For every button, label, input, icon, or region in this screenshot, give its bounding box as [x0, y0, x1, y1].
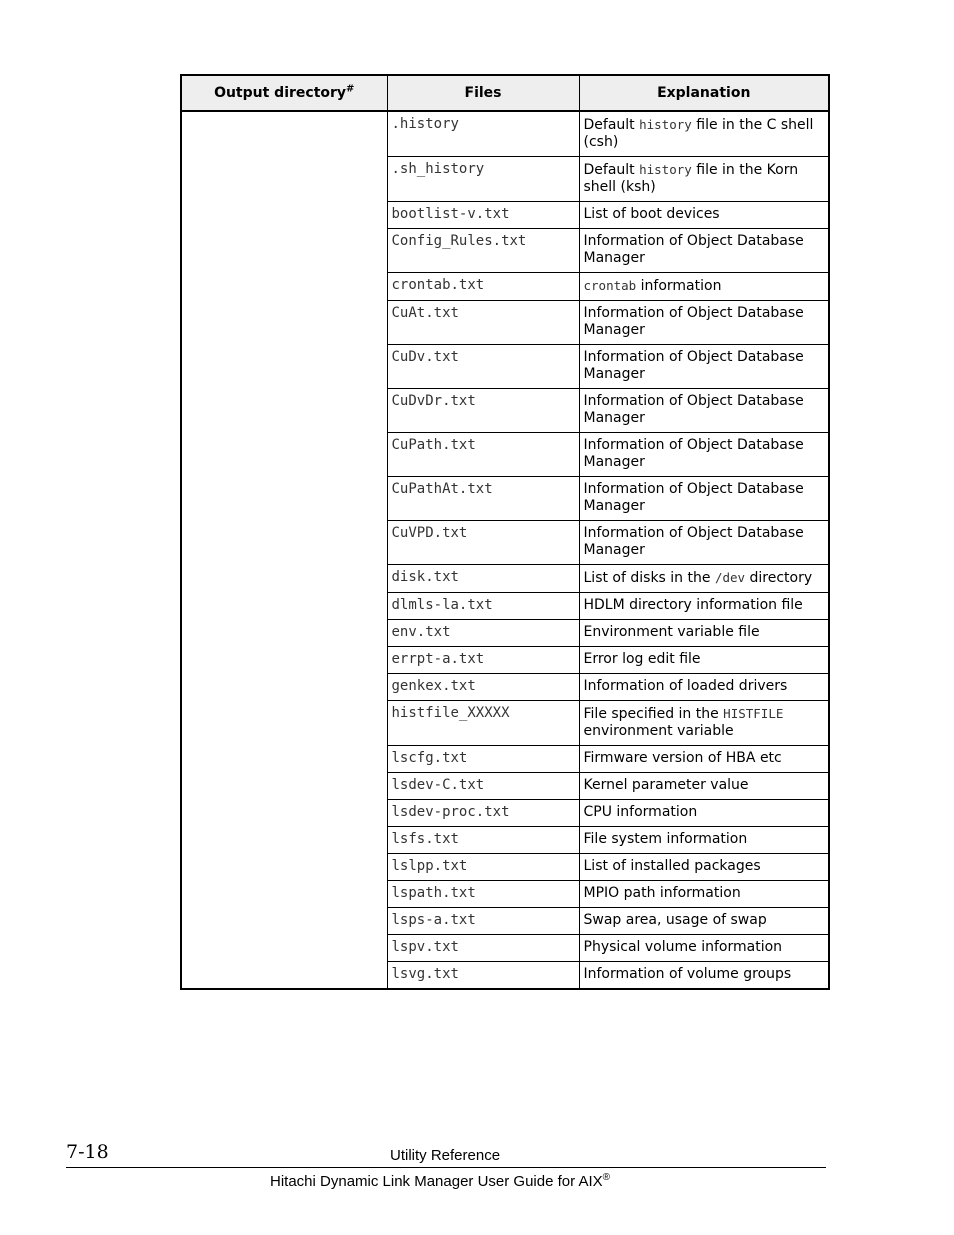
explanation-text: file in the C shell (csh) — [583, 117, 814, 150]
explanation-text: Information of Object Database Manager — [583, 305, 804, 338]
registered-mark: ® — [602, 1172, 611, 1183]
explanation-text: Information of Object Database Manager — [583, 349, 804, 382]
file-name-cell: disk.txt — [387, 565, 579, 593]
file-name-cell: lscfg.txt — [387, 746, 579, 773]
file-name-cell: errpt-a.txt — [387, 647, 579, 674]
explanation-text: List of boot devices — [583, 206, 720, 222]
header-files: Files — [387, 75, 579, 111]
inline-code: history — [639, 162, 692, 177]
file-name-cell: lspv.txt — [387, 935, 579, 962]
file-name-cell: crontab.txt — [387, 273, 579, 301]
file-name-cell: lsdev-proc.txt — [387, 800, 579, 827]
table-body — [181, 111, 829, 989]
page-number: 7-18 — [66, 1141, 109, 1163]
header-explanation: Explanation — [579, 75, 829, 111]
file-name-cell: CuPathAt.txt — [387, 477, 579, 521]
explanation-cell — [579, 773, 829, 800]
explanation-cell — [579, 962, 829, 990]
inline-code: /dev — [714, 570, 746, 585]
explanation-cell — [579, 800, 829, 827]
table-row — [181, 111, 829, 157]
section-title: Utility Reference — [390, 1147, 501, 1164]
explanation-cell — [579, 647, 829, 674]
file-name-cell: lsfs.txt — [387, 827, 579, 854]
explanation-text: List of disks in the — [583, 570, 715, 586]
explanation-text: Information of loaded drivers — [583, 678, 788, 694]
explanation-text: file in the Korn shell (ksh) — [583, 162, 799, 195]
document-title-text: Hitachi Dynamic Link Manager User Guide for AIX — [270, 1173, 603, 1190]
explanation-cell — [579, 229, 829, 273]
file-name-cell: lsps-a.txt — [387, 908, 579, 935]
explanation-cell — [579, 301, 829, 345]
file-name-cell: CuPath.txt — [387, 433, 579, 477]
footer-divider — [66, 1167, 826, 1168]
explanation-text: Kernel parameter value — [583, 777, 749, 793]
explanation-cell — [579, 389, 829, 433]
file-name-cell: CuDvDr.txt — [387, 389, 579, 433]
explanation-text: Physical volume information — [583, 939, 783, 955]
file-name-cell: lsdev-C.txt — [387, 773, 579, 800]
document-title — [270, 1172, 610, 1190]
header-output-directory-label: Output directory — [214, 85, 347, 101]
explanation-text: Information of volume groups — [583, 966, 792, 982]
file-name-cell: .history — [387, 111, 579, 157]
explanation-cell — [579, 701, 829, 746]
explanation-cell — [579, 345, 829, 389]
explanation-text: MPIO path information — [583, 885, 741, 901]
output-directory-cell — [181, 111, 387, 989]
explanation-text: CPU information — [583, 804, 698, 820]
explanation-cell — [579, 433, 829, 477]
explanation-text: Information of Object Database Manager — [583, 481, 804, 514]
file-name-cell: CuDv.txt — [387, 345, 579, 389]
explanation-cell — [579, 827, 829, 854]
header-footnote-mark: # — [346, 83, 355, 95]
explanation-text: Default — [583, 117, 640, 133]
explanation-cell — [579, 565, 829, 593]
file-name-cell: CuVPD.txt — [387, 521, 579, 565]
explanation-text: HDLM directory information file — [583, 597, 803, 613]
explanation-cell — [579, 477, 829, 521]
file-name-cell: lspath.txt — [387, 881, 579, 908]
explanation-text: Information of Object Database Manager — [583, 525, 804, 558]
file-name-cell: histfile_XXXXX — [387, 701, 579, 746]
explanation-cell — [579, 273, 829, 301]
explanation-cell — [579, 521, 829, 565]
inline-code: HISTFILE — [723, 706, 784, 721]
explanation-cell — [579, 746, 829, 773]
explanation-text: Information of Object Database Manager — [583, 393, 804, 426]
explanation-text: Information of Object Database Manager — [583, 233, 804, 266]
explanation-text: File system information — [583, 831, 748, 847]
explanation-cell — [579, 674, 829, 701]
explanation-text: List of installed packages — [583, 858, 761, 874]
file-name-cell: lslpp.txt — [387, 854, 579, 881]
header-output-directory — [181, 75, 387, 111]
explanation-text: Information of Object Database Manager — [583, 437, 804, 470]
explanation-text: Default — [583, 162, 640, 178]
explanation-text: File specified in the — [583, 706, 724, 722]
explanation-cell — [579, 881, 829, 908]
explanation-cell — [579, 202, 829, 229]
file-name-cell: genkex.txt — [387, 674, 579, 701]
file-name-cell: dlmls-la.txt — [387, 593, 579, 620]
inline-code: crontab — [583, 278, 637, 293]
file-name-cell: env.txt — [387, 620, 579, 647]
file-name-cell: lsvg.txt — [387, 962, 579, 990]
explanation-text: Error log edit file — [583, 651, 701, 667]
inline-code: history — [639, 117, 692, 132]
files-table — [180, 74, 830, 990]
table-header-row — [181, 75, 829, 111]
explanation-cell — [579, 908, 829, 935]
explanation-text: information — [636, 278, 722, 294]
explanation-text: directory — [745, 570, 813, 586]
explanation-cell — [579, 935, 829, 962]
file-name-cell: Config_Rules.txt — [387, 229, 579, 273]
file-name-cell: .sh_history — [387, 157, 579, 202]
file-name-cell: bootlist-v.txt — [387, 202, 579, 229]
file-name-cell: CuAt.txt — [387, 301, 579, 345]
explanation-text: Firmware version of HBA etc — [583, 750, 782, 766]
explanation-cell — [579, 157, 829, 202]
explanation-cell — [579, 620, 829, 647]
explanation-cell — [579, 593, 829, 620]
explanation-text: environment variable — [583, 723, 734, 739]
explanation-text: Swap area, usage of swap — [583, 912, 767, 928]
explanation-cell — [579, 111, 829, 157]
explanation-cell — [579, 854, 829, 881]
explanation-text: Environment variable file — [583, 624, 760, 640]
